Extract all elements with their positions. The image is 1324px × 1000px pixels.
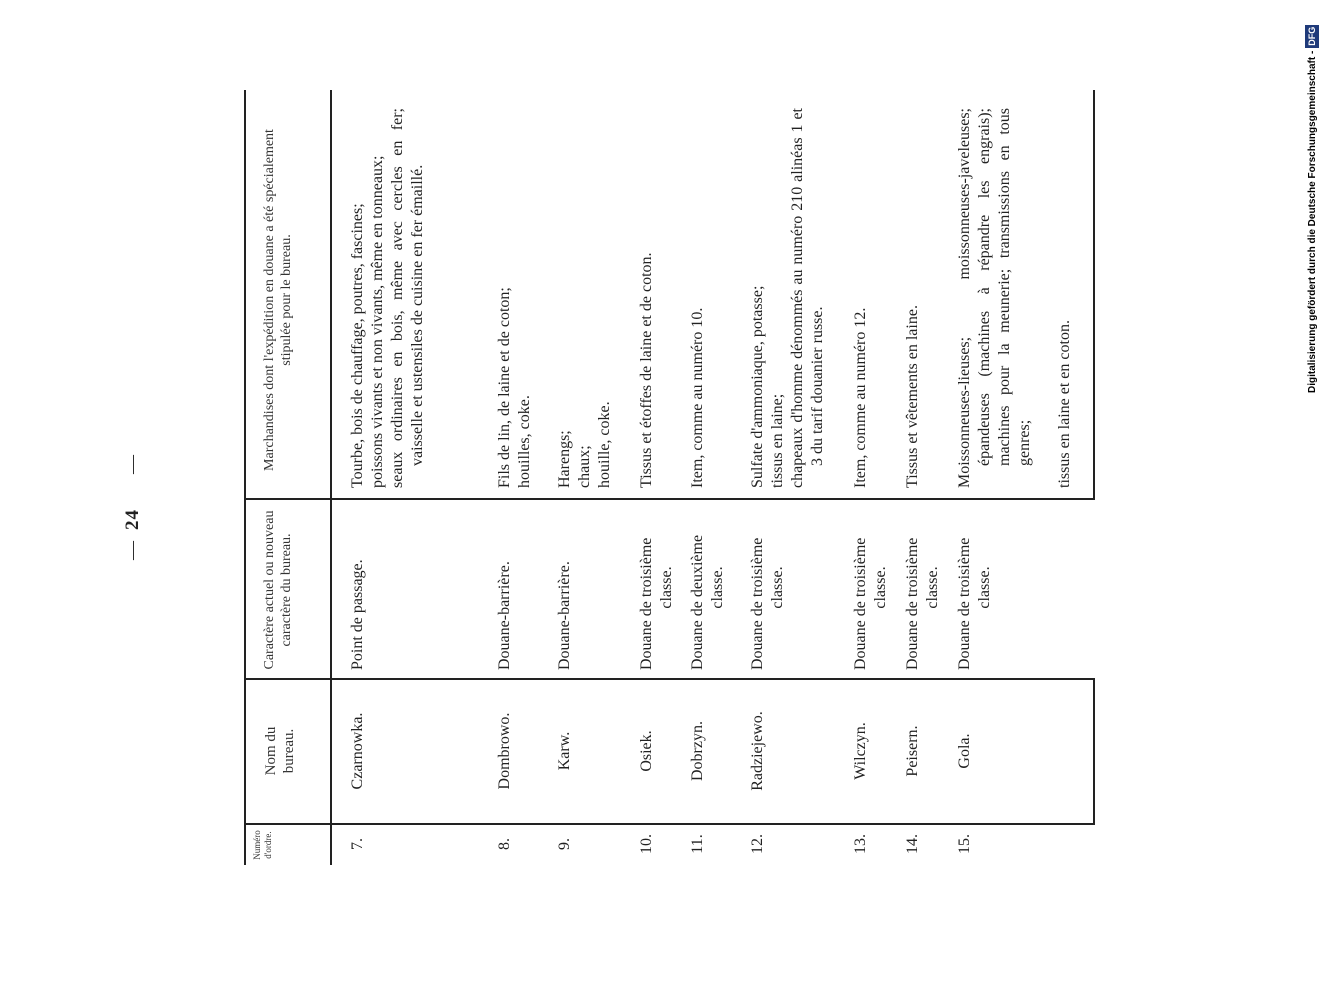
office-name: Osiek.	[638, 730, 655, 772]
office-character	[748, 505, 788, 670]
dfg-credit	[1305, 8, 1319, 393]
column-rule-3	[244, 498, 1095, 500]
row-number: 11.	[689, 834, 706, 854]
office-name: Dobrzyn.	[689, 721, 706, 781]
office-character-line: classe.	[924, 566, 941, 609]
header-marchandises: Marchandises dont l'expédition en douane a été spécialement stipulée pour le bureau.	[262, 129, 294, 471]
goods-description	[903, 108, 923, 488]
office-character	[348, 505, 368, 670]
office-character-line: classe.	[658, 566, 675, 609]
column-rule-1	[244, 823, 1095, 825]
office-character-line: Douane de deuxième	[689, 534, 706, 670]
office-character-line: Douane-barrière.	[556, 561, 573, 670]
goods-line: Moissonneuses-lieuses; moissonneuses-javeleuses; épandeuses (machines à répandre les engrais); machines pour la meunerie; transmissions en tous genres;	[956, 108, 1033, 488]
dfg-logo: DFG	[1307, 26, 1317, 46]
office-character-line: Douane de troisième	[956, 537, 973, 670]
row-number: 13.	[852, 834, 869, 854]
office-character	[955, 505, 995, 670]
office-character	[555, 505, 575, 670]
goods-description	[348, 108, 428, 488]
goods-line: seaux ordinaires en bois, même avec cercles en fer; vaisselle et ustensiles de cuisine en fer émaillé.	[389, 108, 426, 488]
row-number: 8.	[496, 838, 513, 850]
goods-description	[748, 108, 828, 488]
office-character-line: classe.	[872, 566, 889, 609]
row-number: 12.	[749, 834, 766, 854]
goods-line: chapeaux d'homme dénommés au numéro 210 alinéas 1 et 3 du tarif douanier russe.	[789, 108, 826, 488]
row-number: 10.	[638, 834, 655, 854]
goods-line: Sulfate d'ammoniaque, potasse;	[749, 285, 766, 488]
office-character-line: Douane de troisième	[638, 537, 655, 670]
page-number: 24	[122, 509, 143, 530]
office-character	[495, 505, 515, 670]
column-rule-2	[244, 678, 1095, 680]
office-character	[903, 505, 943, 670]
office-name: Wilczyn.	[852, 722, 869, 780]
table-header-rule	[330, 90, 332, 865]
office-character	[688, 505, 728, 670]
office-character-line: Point de passage.	[349, 559, 366, 670]
goods-line: houilles, coke.	[516, 395, 533, 488]
header-nom: Nom du bureau.	[263, 726, 297, 776]
office-character-line: Douane de troisième	[904, 537, 921, 670]
office-name: Karw.	[556, 731, 573, 771]
office-character-line: Douane de troisième	[749, 537, 766, 670]
office-character-line: Douane de troisième	[852, 537, 869, 670]
goods-description	[851, 108, 871, 488]
goods-line: chaux;	[576, 445, 593, 488]
office-character-line: classe.	[769, 566, 786, 609]
goods-description	[637, 108, 657, 488]
office-name: Dombrowo.	[496, 712, 513, 790]
row-number: 9.	[556, 838, 573, 850]
office-character	[637, 505, 677, 670]
row-number: 15.	[956, 834, 973, 854]
goods-description	[955, 108, 1075, 488]
office-character-line: Douane-barrière.	[496, 561, 513, 670]
goods-line: Tissus et vêtements en laine.	[904, 305, 921, 488]
goods-description	[688, 108, 708, 488]
credit-text: Digitalisierung gefördert durch die Deutsche Forschungsgemeinschaft -	[1307, 50, 1318, 393]
goods-line: Item, comme au numéro 10.	[689, 307, 706, 488]
goods-line: Harengs;	[556, 430, 573, 488]
page-number-dash-right: —	[122, 455, 143, 474]
goods-line: poissons vivants et non vivants, même en tonneaux;	[369, 155, 386, 488]
office-character-line: classe.	[976, 566, 993, 609]
header-caractere: Caractère actuel ou nouveau caractère du bureau.	[262, 510, 294, 670]
office-name: Radziejewo.	[749, 711, 766, 791]
goods-line: Tourbe, bois de chauffage, poutres, fascines;	[349, 203, 366, 488]
row-number: 14.	[904, 834, 921, 854]
table-top-rule	[244, 90, 246, 865]
header-numero: Numéro d'ordre.	[252, 830, 273, 860]
page-number-dash-left: —	[122, 541, 143, 560]
goods-line: Tissus et étoffes de laine et de coton.	[638, 252, 655, 488]
table-bottom-rule-lower	[1093, 680, 1095, 825]
goods-line: tissus en laine;	[769, 393, 786, 488]
goods-line: houille, coke.	[596, 401, 613, 488]
row-number: 7.	[349, 838, 366, 850]
goods-line: tissus en laine et en coton.	[1056, 320, 1073, 488]
goods-description	[555, 108, 615, 488]
table-bottom-rule-upper	[1093, 90, 1095, 500]
goods-line: Item, comme au numéro 12.	[852, 307, 869, 488]
office-name: Czarnowka.	[349, 712, 366, 790]
office-character	[851, 505, 891, 670]
goods-line: Fils de lin, de laine et de coton;	[496, 287, 513, 488]
office-name: Gola.	[956, 733, 973, 769]
office-character-line: classe.	[709, 566, 726, 609]
office-name: Peisern.	[904, 725, 921, 777]
goods-description	[495, 108, 535, 488]
